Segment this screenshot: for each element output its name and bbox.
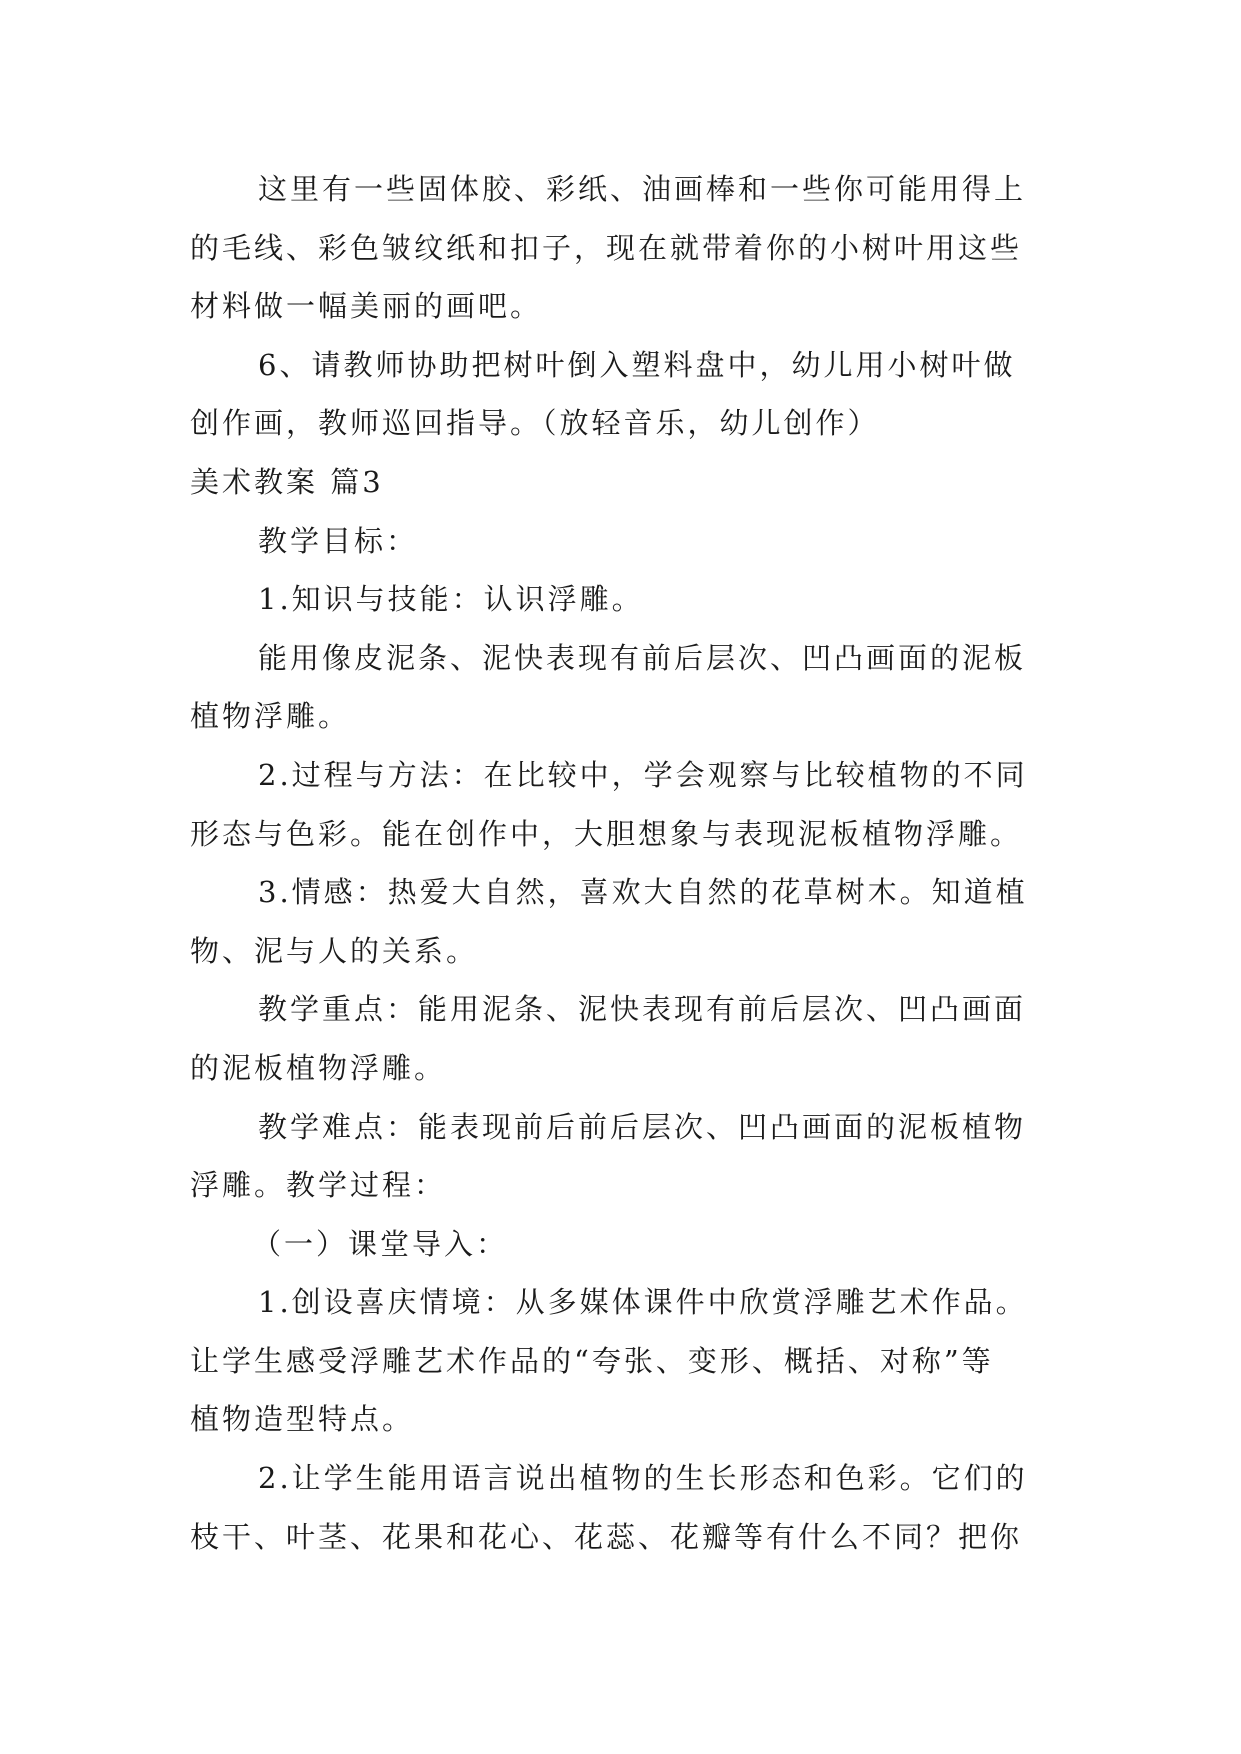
paragraph-line: 3.情感：热爱大自然，喜欢大自然的花草树木。知道植 [258, 875, 1028, 910]
paragraph-line: 创作画，教师巡回指导。（放轻音乐，幼儿创作） [190, 406, 880, 441]
paragraph-line: 材料做一幅美丽的画吧。 [190, 289, 543, 324]
paragraph-line: 植物浮雕。 [190, 699, 351, 734]
paragraph-line: 物、泥与人的关系。 [190, 933, 479, 968]
paragraph-line: 让学生感受浮雕艺术作品的“夸张、变形、概括、对称”等 [190, 1343, 994, 1378]
paragraph-line: 教学重点：能用泥条、泥快表现有前后层次、凹凸画面 [258, 992, 1027, 1027]
paragraph-line: 2.让学生能用语言说出植物的生长形态和色彩。它们的 [258, 1461, 1028, 1496]
paragraph-line: 植物造型特点。 [190, 1402, 415, 1437]
paragraph-line: 1.创设喜庆情境：从多媒体课件中欣赏浮雕艺术作品。 [258, 1285, 1028, 1320]
paragraph-line: 形态与色彩。能在创作中，大胆想象与表现泥板植物浮雕。 [190, 816, 1023, 851]
paragraph-line: 枝干、叶茎、花果和花心、花蕊、花瓣等有什么不同？把你 [190, 1519, 1023, 1554]
section-heading: 美术教案 篇3 [190, 464, 384, 499]
paragraph-line: 浮雕。教学过程： [190, 1168, 447, 1203]
paragraph-line: 的毛线、彩色皱纹纸和扣子，现在就带着你的小树叶用这些 [190, 230, 1023, 265]
paragraph-line: 教学目标： [258, 523, 419, 558]
paragraph-line: 教学难点：能表现前后前后层次、凹凸画面的泥板植物 [258, 1109, 1027, 1144]
document-body [190, 160, 1050, 1566]
paragraph-line: 的泥板植物浮雕。 [190, 1050, 447, 1085]
paragraph-line: 6、请教师协助把树叶倒入塑料盘中，幼儿用小树叶做 [258, 347, 1016, 382]
paragraph-line: 这里有一些固体胶、彩纸、油画棒和一些你可能用得上 [258, 172, 1027, 206]
subsection-heading: （一）课堂导入： [252, 1226, 509, 1261]
paragraph-line: 2.过程与方法：在比较中，学会观察与比较植物的不同 [258, 757, 1028, 792]
paragraph-line: 能用像皮泥条、泥快表现有前后层次、凹凸画面的泥板 [258, 640, 1027, 675]
paragraph-line: 1.知识与技能：认识浮雕。 [258, 582, 644, 617]
